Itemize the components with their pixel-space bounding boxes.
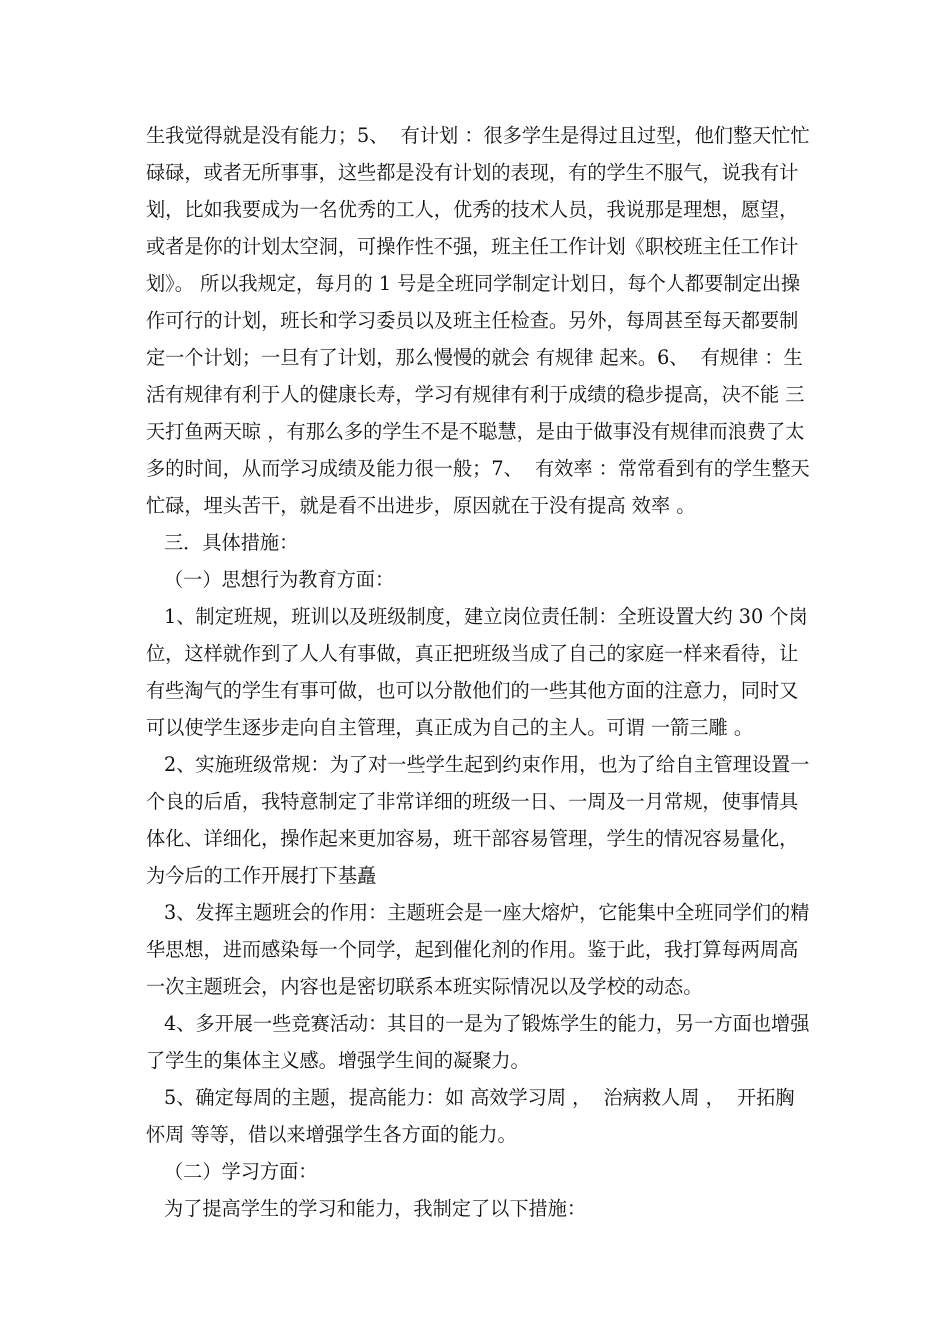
text-line: 活有规律有利于人的健康长寿，学习有规律有利于成绩的稳步提高，决不能 三 [146, 383, 805, 406]
text-line: 或者是你的计划太空洞，可操作性不强，班主任工作计划《职校班主任工作计 [146, 235, 799, 258]
text-line: 华思想，进而感染每一个同学，起到催化剂的作用。鉴于此，我打算每两周高 [146, 938, 799, 961]
text-line: 可以使学生逐步走向自主管理，真正成为自己的主人。可谓 一箭三雕 。 [146, 716, 754, 739]
text-line: 多的时间，从而学习成绩及能力很一般；7、 有效率 ：常常看到有的学生整天 [146, 457, 810, 480]
text-line: 定一个计划；一旦有了计划，那么慢慢的就会 有规律 起来。6、 有规律 ：生 [146, 346, 803, 369]
text-line: 1、制定班规，班训以及班级制度，建立岗位责任制：全班设置大约 30 个岗 [164, 605, 808, 628]
text-line: 为了提高学生的学习和能力，我制定了以下措施： [164, 1197, 587, 1220]
section-heading: 三．具体措施： [164, 531, 299, 554]
text-line: 3、发挥主题班会的作用：主题班会是一座大熔炉，它能集中全班同学们的精 [164, 901, 810, 924]
text-line: 4、多开展一些竞赛活动：其目的一是为了锻炼学生的能力，另一方面也增强 [164, 1012, 810, 1035]
text-line: 位，这样就作到了人人有事做，真正把班级当成了自己的家庭一样来看待，让 [146, 642, 799, 665]
text-line: 生我觉得就是没有能力；5、 有计划 ：很多学生是得过且过型，他们整天忙忙 [146, 124, 810, 147]
text-line: 划》。 所以我规定，每月的 1 号是全班同学制定计划日，每个人都要制定出操 [146, 272, 801, 295]
text-line: 忙碌，埋头苦干，就是看不出进步，原因就在于没有提高 效率 。 [146, 494, 696, 517]
subsection-heading: （一）思想行为教育方面： [164, 568, 395, 591]
text-line: 划，比如我要成为一名优秀的工人，优秀的技术人员，我说那是理想，愿望， [146, 198, 799, 221]
text-line: 作可行的计划，班长和学习委员以及班主任检查。另外，每周甚至每天都要制 [146, 309, 799, 332]
text-line: 了学生的集体主义感。增强学生间的凝聚力。 [146, 1049, 530, 1072]
text-line: 个良的后盾，我特意制定了非常详细的班级一日、一周及一月常规，使事情具 [146, 790, 799, 813]
text-line: 为今后的工作开展打下基矗 [146, 864, 377, 887]
subsection-heading: （二）学习方面： [164, 1160, 318, 1183]
text-line: 有些淘气的学生有事可做，也可以分散他们的一些其他方面的注意力，同时又 [146, 679, 799, 702]
text-line: 天打鱼两天晾 ，有那么多的学生不是不聪慧，是由于做事没有规律而浪费了太 [146, 420, 805, 443]
text-line: 5、确定每周的主题，提高能力：如 高效学习周 ， 治病救人周 ， 开拓胸 [164, 1086, 795, 1109]
text-line: 2、实施班级常规：为了对一些学生起到约束作用，也为了给自主管理设置一 [164, 753, 810, 776]
text-line: 一次主题班会，内容也是密切联系本班实际情况以及学校的动态。 [146, 975, 703, 998]
text-line: 怀周 等等，借以来增强学生各方面的能力。 [146, 1123, 517, 1146]
text-line: 体化、详细化，操作起来更加容易，班干部容易管理，学生的情况容易量化， [146, 827, 799, 850]
text-line: 碌碌，或者无所事事，这些都是没有计划的表现，有的学生不服气，说我有计 [146, 161, 799, 184]
